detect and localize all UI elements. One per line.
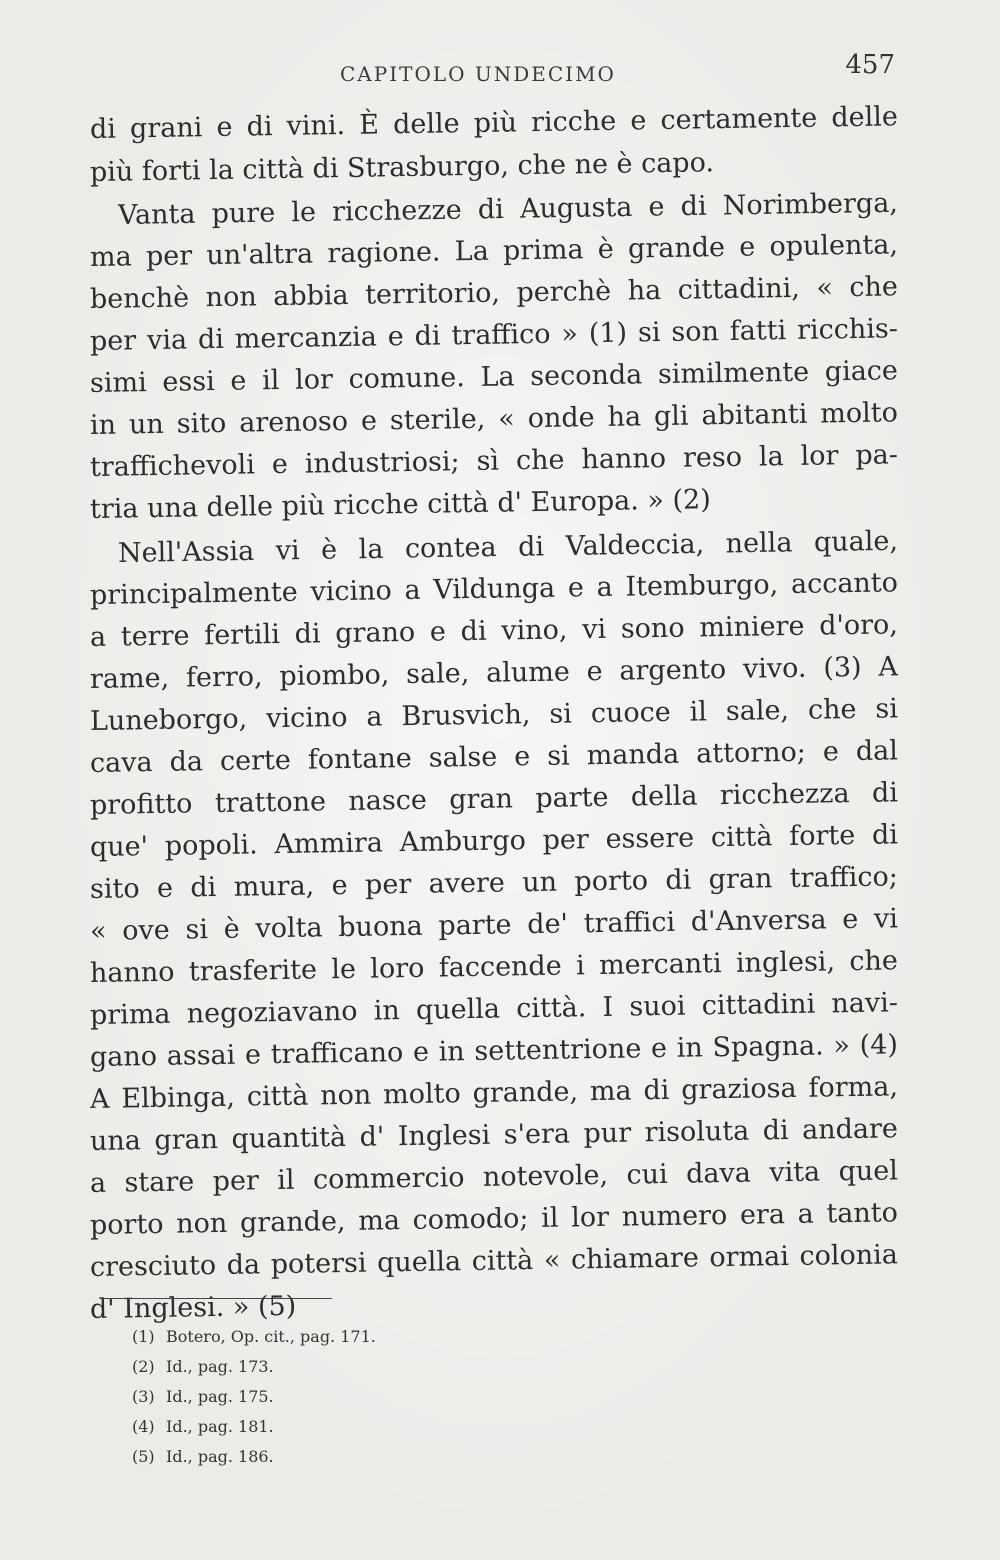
text-line: Vanta pure le ricchezze di Augusta e di Norimberga,: [117, 187, 899, 231]
text-line: a terre fertili di grano e di vino, vi sono miniere d'oro,: [89, 609, 899, 653]
text-line: d' Inglesi. » (5): [89, 1290, 297, 1325]
text-line: cresciuto da potersi quella città « chiamare ormai colonia: [89, 1239, 899, 1283]
footnote: [132, 1386, 274, 1408]
text-line: benchè non abbia territorio, perchè ha cittadini, « che: [89, 271, 899, 315]
text-line: simi essi e il lor comune. La seconda similmente giace: [89, 355, 899, 399]
footnote: [132, 1416, 274, 1438]
footnote-label: (4): [132, 1417, 155, 1436]
running-title: CAPITOLO UNDECIMO: [340, 62, 616, 86]
footnote-label: (3): [132, 1387, 155, 1406]
text-line: una gran quantità d' Inglesi s'era pur risoluta di andare: [89, 1113, 899, 1157]
text-line: tria una delle più ricche città d' Europa. » (2): [89, 484, 712, 525]
footnote: [132, 1356, 274, 1378]
text-line: porto non grande, ma comodo; il lor numero era a tanto: [89, 1197, 899, 1241]
footnote-label: (5): [132, 1447, 155, 1466]
footnote-text: Botero, Op. cit., pag. 171.: [166, 1327, 376, 1346]
text-line: cava da certe fontane salse e si manda attorno; e dal: [89, 735, 899, 779]
text-line: Luneborgo, vicino a Brusvich, si cuoce il sale, che si: [89, 693, 899, 737]
text-line: a stare per il commercio notevole, cui dava vita quel: [89, 1155, 899, 1199]
footnote-label: (1): [132, 1327, 155, 1346]
footnote-text: Id., pag. 173.: [166, 1357, 274, 1376]
text-line: sito e di mura, e per avere un porto di gran traffico;: [89, 861, 899, 905]
footnote: [132, 1446, 274, 1468]
text-line: ma per un'altra ragione. La prima è grande e opulenta,: [89, 229, 899, 273]
text-line: per via di mercanzia e di traffico » (1) si son fatti ricchis-: [89, 313, 899, 357]
footnote-separator: [100, 1298, 332, 1299]
text-line: prima negoziavano in quella città. I suoi cittadini navi-: [89, 987, 899, 1031]
page-header: [90, 50, 900, 90]
text-line: « ove si è volta buona parte de' traffici d'Anversa e vi: [89, 903, 899, 947]
text-line: in un sito arenoso e sterile, « onde ha gli abitanti molto: [89, 397, 899, 441]
text-line: que' popoli. Ammira Amburgo per essere città forte di: [89, 819, 899, 863]
text-line: di grani e di vini. È delle più ricche e certamente delle: [89, 101, 899, 145]
text-line: gano assai e trafficano e in settentrione e in Spagna. » (4): [89, 1029, 899, 1073]
footnote-text: Id., pag. 175.: [166, 1387, 274, 1406]
text-line: traffichevoli e industriosi; sì che hanno reso la lor pa-: [89, 439, 899, 483]
text-line: principalmente vicino a Vildunga e a Itemburgo, accanto: [89, 567, 899, 611]
text-line: più forti la città di Strasburgo, che ne è capo.: [89, 147, 715, 188]
text-line: hanno trasferite le loro faccende i mercanti inglesi, che: [89, 945, 899, 989]
footnote: [132, 1326, 376, 1348]
footnote-text: Id., pag. 186.: [166, 1447, 274, 1466]
footnote-text: Id., pag. 181.: [166, 1417, 274, 1436]
footnote-label: (2): [132, 1357, 155, 1376]
text-line: rame, ferro, piombo, sale, alume e argento vivo. (3) A: [89, 651, 899, 695]
text-line: A Elbinga, città non molto grande, ma di graziosa forma,: [89, 1071, 899, 1115]
page-number: 457: [845, 50, 895, 80]
text-line: Nell'Assia vi è la contea di Valdeccia, nella quale,: [117, 525, 899, 569]
text-line: profitto trattone nasce gran parte della ricchezza di: [89, 777, 899, 821]
